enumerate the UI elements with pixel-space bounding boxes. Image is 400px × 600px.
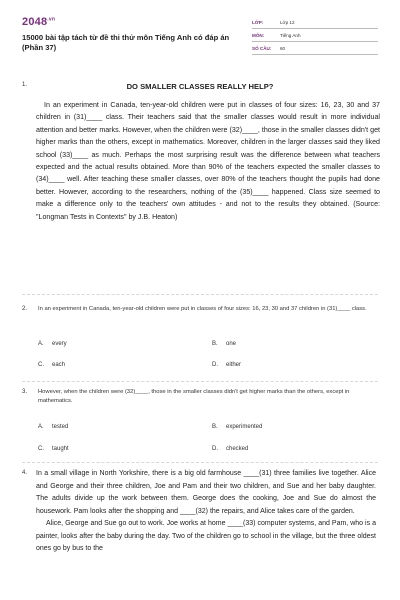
meta-row-count: [252, 42, 378, 55]
separator: [22, 294, 378, 295]
passage-text: [36, 468, 376, 556]
passage-text: [36, 99, 380, 223]
option-a[interactable]: [38, 341, 67, 347]
document-title: 15000 bài tập tách từ đề thi thử môn Tiếng Anh có đáp án (Phần 37): [22, 33, 230, 52]
option-text: taught: [52, 446, 69, 452]
option-letter: C.: [38, 362, 44, 368]
option-text: tested: [52, 424, 69, 430]
separator: [22, 462, 378, 463]
option-letter: B.: [212, 424, 218, 430]
meta-label: LỚP:: [252, 19, 264, 25]
passage-paragraph: In a small village in North Yorkshire, there is a big old farmhouse ____(31) three families live together. Alice and George and their three children, Joe and Pam and their two children, and Sue and her baby daughter. The adults divide up the work between them. George does the cooking, Joe and Sue do almost the housework. Pam looks after the shopping and ____(32) the repairs, and Alice takes care of the garden.: [36, 470, 376, 515]
separator: [22, 381, 378, 382]
option-d[interactable]: [212, 446, 248, 452]
option-letter: A.: [38, 341, 44, 347]
question-number: 4.: [22, 470, 28, 476]
option-letter: C.: [38, 446, 44, 452]
meta-value: Lớp 12: [280, 19, 295, 25]
meta-box: [252, 16, 378, 55]
meta-label: SỐ CÂU:: [252, 45, 272, 51]
option-c[interactable]: [38, 362, 65, 368]
question-number: 3.: [22, 389, 28, 395]
option-text: either: [226, 362, 242, 368]
passage-paragraph: Alice, George and Sue go out to work. Joe works at home ____(33) computer systems, and Pam, who is a painter, looks after the baby during the day. Two of the children go to school in the village, but the three oldest ones go by bus to the: [36, 520, 376, 552]
passage-title: DO SMALLER CLASSES REALLY HELP?: [126, 82, 274, 91]
question-stem: In an experiment in Canada, ten-year-old children were put in classes of four sizes: 16, 23, 30 and 37 children in (31)____ class.: [38, 306, 367, 312]
question-stem: However, when the children were (32)____, those in the smaller classes didn't get higher marks than the others, except in mathematics.: [38, 389, 350, 404]
option-letter: A.: [38, 424, 44, 430]
option-a[interactable]: [38, 424, 68, 430]
option-letter: D.: [212, 446, 218, 452]
option-c[interactable]: [38, 446, 69, 452]
option-text: experimented: [226, 424, 263, 430]
passage-body: In an experiment in Canada, ten-year-old children were put in classes of four sizes: 16, 23, 30 and 37 children in (31)____ class. Their teachers said that the smaller classes would result in more individual attention and better marks. However, when the children were (32)____, those in the smaller classes didn't get higher marks than the others, except in mathematics. Moreover, children in the larger classes said they liked school (33)____ as much. Perhaps the most surprising result was the difference between what teachers expected and the actual results obtained. More than 90% of the teachers expected the smaller classes to (34)____ well. After teaching these smaller classes, over 80% of the teachers thought the pupils had done better. However, according to the researchers, nothing of the (35)____ happened. Class size seemed to make a difference only to the teachers' own attitudes - and not to the results they obtained. (Source: "Longman Tests in Contexts" by J.B. Heaton): [36, 101, 380, 221]
logo-suffix: .vn: [47, 16, 56, 23]
meta-label: MÔN:: [252, 32, 265, 38]
meta-row-subject: [252, 29, 378, 42]
meta-value: Tiếng Anh: [280, 32, 301, 38]
question-number: 2.: [22, 306, 28, 312]
question-number: 1.: [22, 82, 28, 88]
option-b[interactable]: [212, 341, 236, 347]
option-letter: D.: [212, 362, 218, 368]
option-text: checked: [226, 446, 249, 452]
option-d[interactable]: [212, 362, 241, 368]
header: [0, 0, 400, 64]
logo-text: 2048: [22, 16, 48, 28]
meta-row-class: [252, 16, 378, 29]
meta-value: 60: [280, 45, 286, 51]
logo[interactable]: [22, 16, 55, 28]
option-text: one: [226, 341, 237, 347]
option-letter: B.: [212, 341, 218, 347]
option-text: every: [52, 341, 67, 347]
option-text: each: [52, 362, 66, 368]
option-b[interactable]: [212, 424, 262, 430]
